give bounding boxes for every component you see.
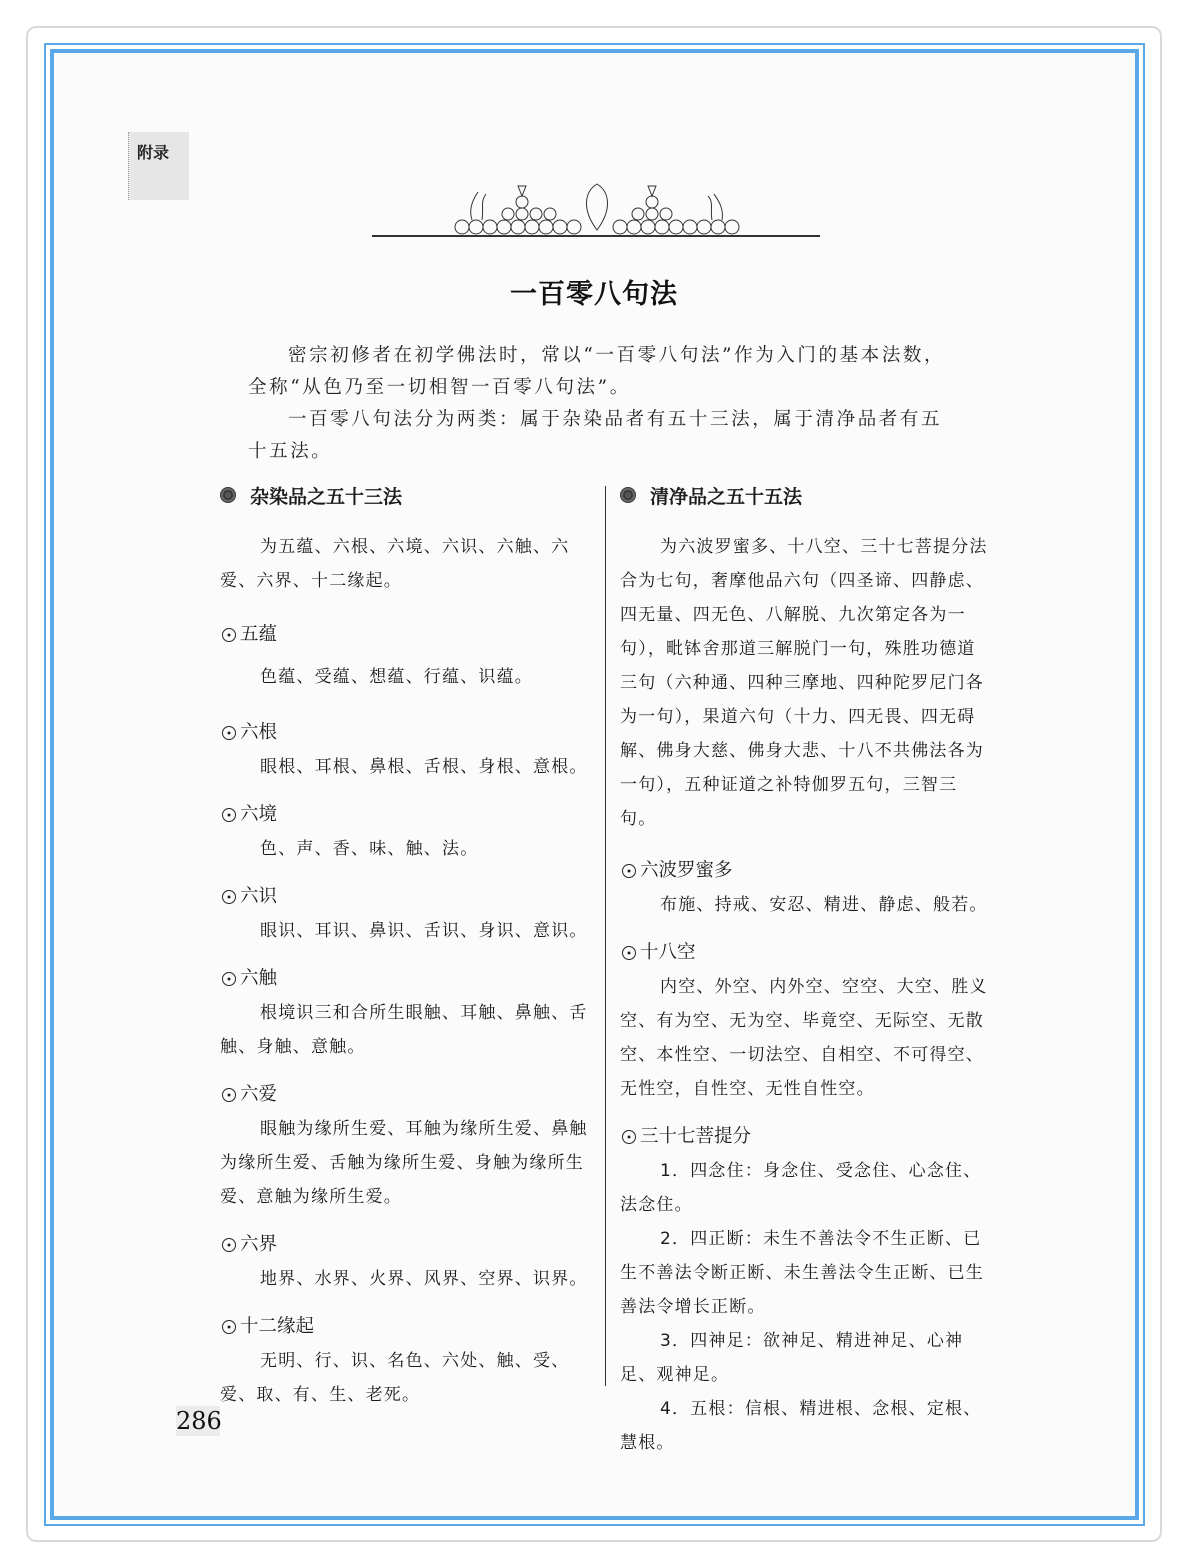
list-item: 1．四念住：身念住、受念住、心念住、法念住。 xyxy=(620,1161,982,1215)
header-rule xyxy=(372,235,820,237)
circled-dot-icon xyxy=(622,1130,636,1144)
list-item: 2．四正断：未生不善法令不生正断、已生不善法令断正断、未生善法令生正断、已生善法令增长正断。 xyxy=(620,1229,984,1317)
intro-paragraph: 密宗初修者在初学佛法时，常以“一百零八句法”作为入门的基本法数，全称“从色乃至一切相智一百零八句法”。 xyxy=(248,345,946,398)
subsection-title xyxy=(620,854,992,888)
section-heading xyxy=(220,478,592,512)
subsection-title-label: 六触 xyxy=(240,968,278,989)
subsection-title xyxy=(220,618,592,652)
circled-dot-icon xyxy=(222,726,236,740)
subsection-title xyxy=(220,1078,592,1112)
subsection-title xyxy=(220,1228,592,1262)
offering-ornament-icon xyxy=(452,180,742,236)
intro-paragraph: 一百零八句法分为两类：属于杂染品者有五十三法，属于清净品者有五十五法。 xyxy=(248,409,943,462)
section-heading-label: 清净品之五十五法 xyxy=(650,485,803,508)
subsection-body: 眼识、耳识、鼻识、舌识、身识、意识。 xyxy=(260,921,588,941)
ornament-fruit-row xyxy=(455,196,739,234)
appendix-tab-label: 附录 xyxy=(137,143,170,162)
subsection-title xyxy=(220,962,592,996)
circled-dot-icon xyxy=(622,864,636,878)
subsection-title-label: 六爱 xyxy=(240,1084,278,1105)
list-item: 4．五根：信根、精进根、念根、定根、慧根。 xyxy=(620,1399,982,1453)
circled-dot-icon xyxy=(222,972,236,986)
circled-dot-icon xyxy=(222,628,236,642)
page-title: 一百零八句法 xyxy=(510,279,678,310)
circled-dot-icon xyxy=(222,890,236,904)
subsection-body: 内空、外空、内外空、空空、大空、胜义空、有为空、无为空、毕竟空、无际空、无散空、本性空、一切法空、自相空、不可得空、无性空，自性空、无性自性空。 xyxy=(620,977,988,1099)
impure-dharmas-column xyxy=(220,478,592,1412)
circled-dot-icon xyxy=(222,1320,236,1334)
subsection-title-label: 六波罗蜜多 xyxy=(640,860,733,881)
subsection-title xyxy=(620,936,992,970)
appendix-tab xyxy=(128,132,189,200)
subsection-title-label: 三十七菩提分 xyxy=(640,1126,752,1147)
circled-dot-icon xyxy=(622,946,636,960)
circled-dot-icon xyxy=(222,1088,236,1102)
subsection-title-label: 六界 xyxy=(240,1234,278,1255)
subsection-title xyxy=(220,716,592,750)
section-heading-label: 杂染品之五十三法 xyxy=(250,485,403,508)
subsection-body: 无明、行、识、名色、六处、触、受、爱、取、有、生、老死。 xyxy=(220,1351,570,1405)
subsection-title-label: 五蕴 xyxy=(240,624,278,645)
subsection-body: 地界、水界、火界、风界、空界、识界。 xyxy=(260,1269,588,1289)
list-item: 3．四神足：欲神足、精进神足、心神足、观神足。 xyxy=(620,1331,964,1385)
page-number: 286 xyxy=(176,1407,222,1435)
subsection-body: 色蕴、受蕴、想蕴、行蕴、识蕴。 xyxy=(260,667,533,687)
section-heading xyxy=(620,478,992,512)
ornament-center-flame xyxy=(586,184,607,230)
round-seal-bullet-icon xyxy=(620,487,636,503)
subsection-title-label: 十二缘起 xyxy=(240,1316,315,1337)
subsection-body: 色、声、香、味、触、法。 xyxy=(260,839,479,859)
subsection-title xyxy=(220,798,592,832)
subsection-title xyxy=(220,880,592,914)
intro-text xyxy=(248,340,960,468)
subsection-title-label: 六识 xyxy=(240,886,278,907)
column-divider xyxy=(605,486,606,1386)
subsection-body: 布施、持戒、安忍、精进、静虑、般若。 xyxy=(660,895,988,915)
subsection-body: 眼根、耳根、鼻根、舌根、身根、意根。 xyxy=(260,757,588,777)
subsection-title-label: 六根 xyxy=(240,722,278,743)
section-summary: 为六波罗蜜多、十八空、三十七菩提分法合为七句，奢摩他品六句（四圣谛、四静虑、四无量、四无色、八解脱、九次第定各为一句），毗钵舍那道三解脱门一句，殊胜功德道三句（六种通、四种三摩地、四种陀罗尼门各为一句），果道六句（十力、四无畏、四无碍解、佛身大慈、佛身大悲、十八不共佛法各为一句），五种证道之补特伽罗五句，三智三句。 xyxy=(620,537,988,829)
subsection-title-label: 六境 xyxy=(240,804,278,825)
subsection-title-label: 十八空 xyxy=(640,942,696,963)
pure-dharmas-column xyxy=(620,478,992,1460)
subsection-body: 眼触为缘所生爱、耳触为缘所生爱、鼻触为缘所生爱、舌触为缘所生爱、身触为缘所生爱、意触为缘所生爱。 xyxy=(220,1119,588,1207)
subsection-body: 根境识三和合所生眼触、耳触、鼻触、舌触、身触、意触。 xyxy=(220,1003,588,1057)
round-seal-bullet-icon xyxy=(220,487,236,503)
circled-dot-icon xyxy=(222,1238,236,1252)
subsection-title xyxy=(220,1310,592,1344)
section-summary: 为五蕴、六根、六境、六识、六触、六爱、六界、十二缘起。 xyxy=(220,537,570,591)
circled-dot-icon xyxy=(222,808,236,822)
subsection-title xyxy=(620,1120,992,1154)
